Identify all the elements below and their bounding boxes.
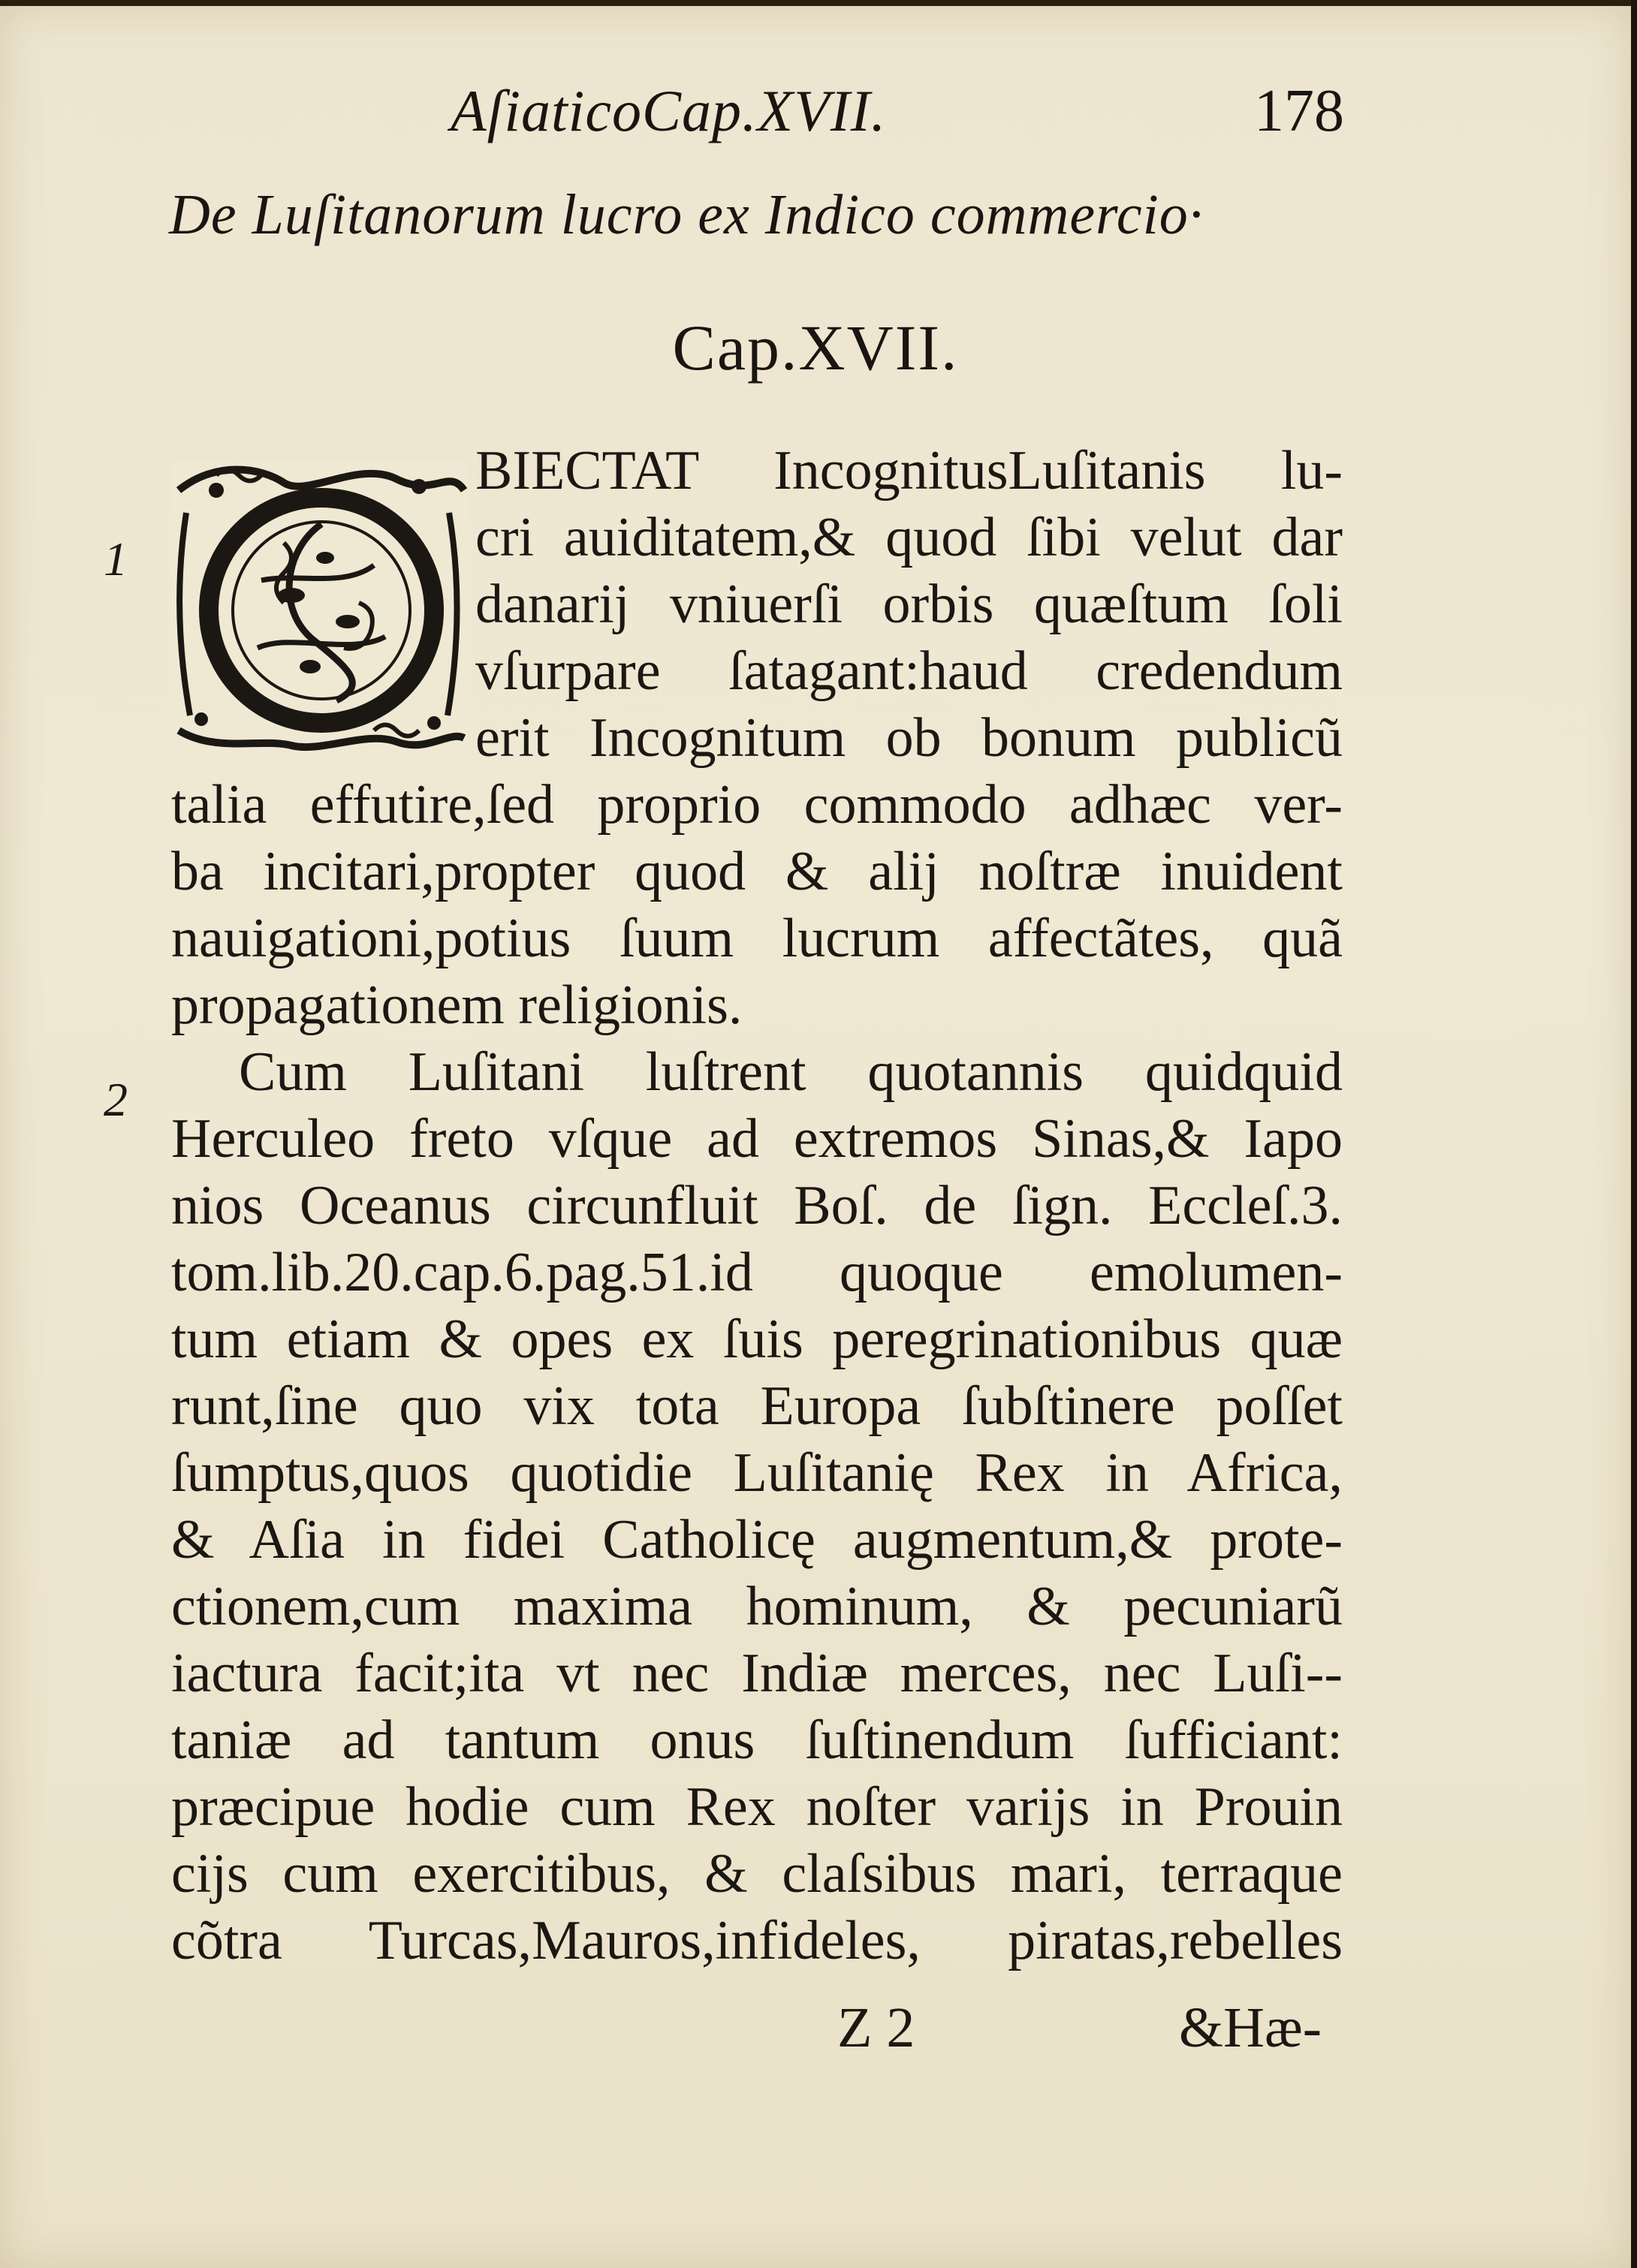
text-line: ſumptus,quos quotidie Luſitanię Rex in Africa,: [171, 1442, 1343, 1504]
text-line: runt,ſine quo vix tota Europa ſubſtinere poſſet: [171, 1375, 1343, 1437]
catchword: &Hæ-: [1179, 1996, 1322, 2059]
text-line: nios Oceanus circunfluit Boſ. de ſign. Eccleſ.3.: [171, 1175, 1343, 1236]
text-line: taniæ ad tantum onus ſuſtinendum ſufficiant:: [171, 1709, 1343, 1771]
chapter-number: Cap.XVII.: [672, 312, 959, 384]
text-line: BIECTAT IncognitusLuſitanis lu-: [475, 440, 1343, 501]
text-line: cijs cum exercitibus, & claſsibus mari, terraque: [171, 1843, 1343, 1905]
margin-note-1: 1: [104, 532, 128, 586]
text-line: vſurpare ſatagant:haud credendum: [475, 640, 1343, 702]
chapter-heading: De Luſitanorum lucro ex Indico commercio·: [169, 183, 1204, 246]
text-line: cõtra Turcas,Mauros,infideles, piratas,rebelles: [171, 1910, 1343, 1971]
initial-letter: O: [321, 614, 322, 615]
text-line: talia effutire,ſed proprio commodo adhæc ver-: [171, 774, 1343, 836]
page-edge: [1631, 0, 1637, 2268]
text-line: iactura facit;ita vt nec Indiæ merces, nec Luſi--: [171, 1643, 1343, 1704]
text-line: cri auiditatem,& quod ſibi velut dar: [475, 507, 1343, 568]
text-line: præcipue hodie cum Rex noſter varijs in Prouin: [171, 1776, 1343, 1838]
book-page: [0, 6, 1631, 2268]
text-line: Cum Luſitani luſtrent quotannis quidquid: [239, 1041, 1343, 1103]
text-line: tum etiam & opes ex ſuis peregrinationibus quæ: [171, 1309, 1343, 1370]
text-line: ctionem,cum maxima hominum, & pecuniarũ: [171, 1576, 1343, 1637]
running-title: AſiaticoCap.XVII.: [451, 78, 887, 143]
margin-note-2: 2: [104, 1073, 128, 1126]
text-line: & Aſia in fidei Catholicę augmentum,& prote-: [171, 1509, 1343, 1571]
text-line: propagationem religionis.: [171, 974, 743, 1036]
signature-mark: Z 2: [837, 1996, 915, 2059]
text-line: erit Incognitum ob bonum publicũ: [475, 707, 1343, 769]
text-line: danarij vniuerſi orbis quæſtum ſoli: [475, 574, 1343, 635]
page-number: 178: [1254, 78, 1344, 144]
text-line: Herculeo freto vſque ad extremos Sinas,& Iapo: [171, 1108, 1343, 1170]
body-text: [171, 438, 1343, 1974]
running-head: [0, 77, 1631, 145]
text-line: tom.lib.20.cap.6.pag.51.id quoque emolumen-: [171, 1242, 1343, 1303]
page-footer: [0, 1995, 1631, 2063]
text-line: ba incitari,propter quod & alij noſtræ inuident: [171, 841, 1343, 902]
text-line: nauigationi,potius ſuum lucrum affectãtes, quã: [171, 908, 1343, 969]
